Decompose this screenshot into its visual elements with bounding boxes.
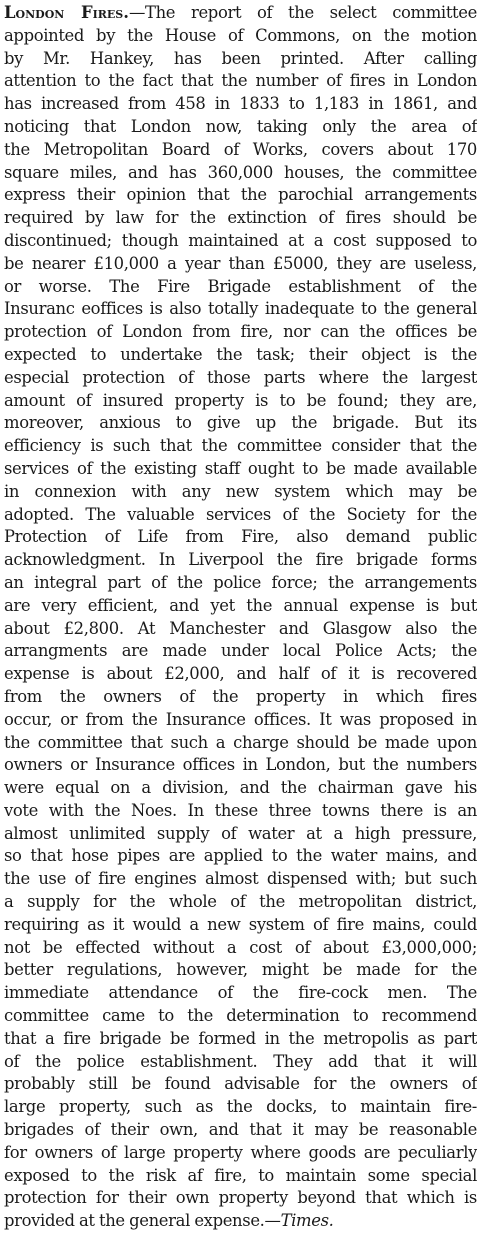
article-line-5: has increased from 458 in 1833 to 1,183 in 1861, and bbox=[4, 94, 477, 114]
article-line-45: committee came to the determination to recommend bbox=[4, 1006, 477, 1026]
article-line-13: or worse. The Fire Brigade establishment of the bbox=[4, 276, 477, 296]
article-line-8: square miles, and has 360,000 houses, the committee bbox=[4, 162, 477, 182]
article-line-38: so that hose pipes are applied to the water mains, and bbox=[4, 846, 477, 866]
article-headline: London Fires. bbox=[4, 3, 129, 22]
article-line-7: the Metropolitan Board of Works, covers about 170 bbox=[4, 139, 477, 159]
article-line-9: express their opinion that the parochial arrangements bbox=[4, 185, 477, 205]
article-line-50: brigades of their own, and that it may be reasonable bbox=[4, 1120, 477, 1140]
article-line-3: by Mr. Hankey, has been printed. After calling bbox=[4, 48, 477, 68]
article-line-14: Insuranc eoffices is also totally inadequate to the general bbox=[4, 299, 477, 319]
article-line-1-text: —The report of the select committee bbox=[128, 3, 477, 22]
article-line-27: are very efficient, and yet the annual expense is but bbox=[4, 595, 477, 615]
article-line-44: immediate attendance of the fire-cock men. The bbox=[4, 983, 477, 1003]
article-line-46: that a fire brigade be formed in the metropolis as part bbox=[4, 1028, 477, 1048]
article-line-30: expense is about £2,000, and half of it is recovered bbox=[4, 664, 477, 684]
article-line-10: required by law for the extinction of fires should be bbox=[4, 208, 477, 228]
article-line-6: noticing that London now, taking only the area of bbox=[4, 116, 477, 136]
article-line-11: discontinued; though maintained at a cost supposed to bbox=[4, 230, 477, 250]
article-line-34: owners or Insurance offices in London, but the numbers bbox=[4, 755, 477, 775]
article-line-12: be nearer £10,000 a year than £5000, they are useless, bbox=[4, 253, 477, 273]
article-line-47: of the police establishment. They add that it will bbox=[4, 1051, 477, 1071]
article-line-41: requiring as it would a new system of fire mains, could bbox=[4, 914, 477, 934]
article-line-20: efficiency is such that the committee consider that the bbox=[4, 436, 477, 456]
article-line-21: services of the existing staff ought to be made available bbox=[4, 458, 477, 478]
article-line-26: an integral part of the police force; the arrangements bbox=[4, 572, 477, 592]
article-line-54-text: provided at the general expense.— bbox=[4, 1211, 281, 1231]
article-line-48: probably still be found advisable for the owners of bbox=[4, 1074, 477, 1094]
article-line-4: attention to the fact that the number of fires in London bbox=[4, 71, 477, 91]
article-line-49: large property, such as the docks, to maintain fire- bbox=[4, 1097, 477, 1117]
article-line-19: moreover, anxious to give up the brigade. But its bbox=[4, 413, 477, 433]
article-line-28: about £2,800. At Manchester and Glasgow also the bbox=[4, 618, 477, 638]
article-line-35: were equal on a division, and the chairman gave his bbox=[4, 778, 477, 798]
article-line-52: exposed to the risk af fire, to maintain some special bbox=[4, 1165, 477, 1185]
article-line-16: expected to undertake the task; their object is the bbox=[4, 344, 477, 364]
article-line-25: acknowledgment. In Liverpool the fire brigade forms bbox=[4, 550, 477, 570]
article-line-39: the use of fire engines almost dispensed with; but such bbox=[4, 869, 477, 889]
article-line-17: especial protection of those parts where the largest bbox=[4, 367, 477, 387]
article-line-51: for owners of large property where goods are peculiarly bbox=[4, 1142, 477, 1162]
article-line-37: almost unlimited supply of water at a high pressure, bbox=[4, 823, 477, 843]
article-line-31: from the owners of the property in which fires bbox=[4, 686, 477, 706]
article-line-40: a supply for the whole of the metropolitan district, bbox=[4, 892, 477, 912]
news-column bbox=[4, 2, 477, 1233]
article-line-29: arrangments are made under local Police Acts; the bbox=[4, 641, 477, 661]
article-line-22: in connexion with any new system which may be bbox=[4, 481, 477, 501]
article-line-32: occur, or from the Insurance offices. It was proposed in bbox=[4, 709, 477, 729]
article-line-53: protection for their own property beyond that which is bbox=[4, 1188, 477, 1208]
article-line-54 bbox=[4, 1210, 477, 1233]
article-signature: Times. bbox=[280, 1211, 334, 1231]
article-line-18: amount of insured property is to be found; they are, bbox=[4, 390, 477, 410]
article-line-33: the committee that such a charge should be made upon bbox=[4, 732, 477, 752]
article-line-2: appointed by the House of Commons, on the motion bbox=[4, 25, 477, 45]
article-line-23: adopted. The valuable services of the Society for the bbox=[4, 504, 477, 524]
article-line-1 bbox=[4, 2, 477, 25]
article-line-24: Protection of Life from Fire, also demand public bbox=[4, 527, 477, 547]
article-line-36: vote with the Noes. In these three towns there is an bbox=[4, 800, 477, 820]
article-line-42: not be effected without a cost of about £3,000,000; bbox=[4, 937, 477, 957]
article-line-15: protection of London from fire, nor can the offices be bbox=[4, 322, 477, 342]
article-line-43: better regulations, however, might be made for the bbox=[4, 960, 477, 980]
